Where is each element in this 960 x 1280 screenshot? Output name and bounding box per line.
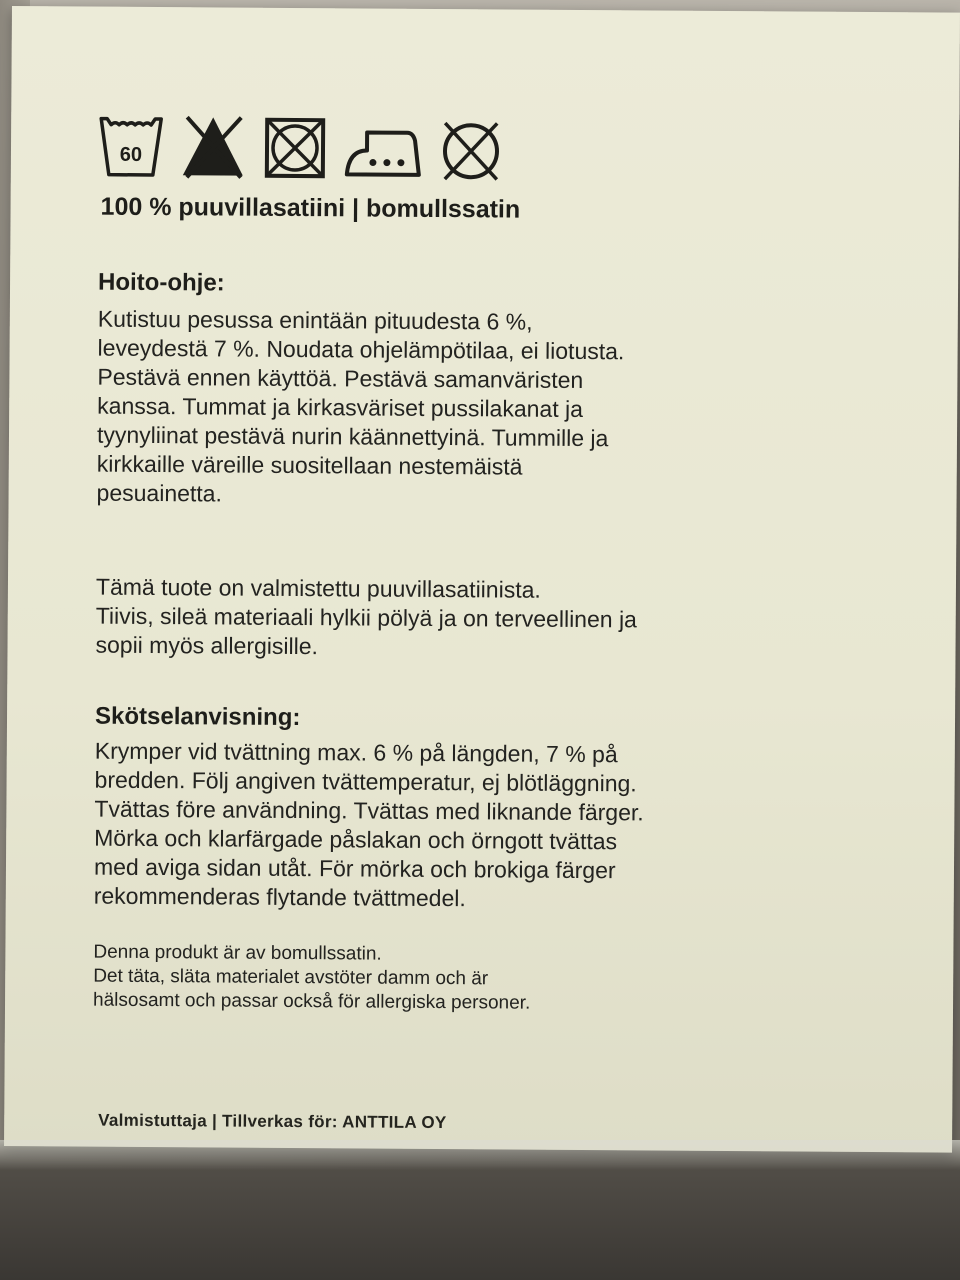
- wash-temperature: 60: [119, 143, 143, 166]
- text-line: med aviga sidan utåt. För mörka och brokiga färger: [93, 853, 616, 884]
- text-line: Tvättas före användning. Tvättas med liknande färger.: [94, 795, 644, 826]
- text-line: bredden. Följ angiven tvättemperatur, ej blötläggning.: [94, 766, 637, 797]
- text-line: Mörka och klarfärgade påslakan och örngott tvättas: [94, 824, 618, 855]
- fabric-composition: 100 % puuvillasatiini | bomullssatin: [100, 192, 521, 224]
- text-line: hälsosamt och passar också för allergiska personer.: [92, 989, 531, 1014]
- text-line: Tämä tuote on valmistettu puuvillasatiinista.: [95, 573, 541, 603]
- text-line: sopii myös allergisille.: [95, 631, 319, 660]
- text-line: Kutistuu pesussa enintään pituudesta 6 %,: [97, 305, 533, 335]
- no-bleach-icon: [179, 109, 248, 189]
- swedish-care-text: [94, 737, 835, 916]
- iron-three-dots-icon: [343, 110, 424, 191]
- text-line: leveydestä 7 %. Noudata ohjelämpötilaa, ei liotusta.: [97, 334, 625, 365]
- text-line: tyynyliinat pestävä nurin käännettyinä. Tummille ja: [96, 421, 609, 452]
- text-line: Pestävä ennen käyttöä. Pestävä samanväristen: [97, 363, 584, 393]
- text-line: Tiivis, sileä materiaali hylkii pölyä ja on terveellinen ja: [95, 602, 637, 633]
- no-dry-clean-icon: [437, 111, 506, 191]
- text-line: pesuainetta.: [96, 479, 223, 507]
- swedish-product-text: [93, 941, 833, 1018]
- care-symbols-row: [97, 103, 518, 198]
- finnish-care-heading: Hoito-ohje:: [97, 268, 225, 297]
- text-line: kanssa. Tummat ja kirkasväriset pussilakanat ja: [97, 392, 584, 422]
- text-line: rekommenderas flytande tvättmedel.: [93, 882, 466, 912]
- finnish-product-text: [95, 573, 836, 665]
- finnish-care-text: [97, 305, 838, 513]
- swedish-care-heading: Skötselanvisning:: [94, 702, 301, 732]
- text-line: kirkkaille väreille suositellaan nestemäistä: [96, 450, 523, 480]
- text-line: Denna produkt är av bomullssatin.: [93, 941, 382, 965]
- plastic-wrap-edge: [0, 1140, 960, 1170]
- no-tumble-dry-icon: [261, 110, 330, 190]
- text-line: Det täta, släta materialet avstöter damm och är: [93, 965, 489, 990]
- wash-60-icon: [97, 109, 166, 189]
- care-label: [4, 6, 960, 1153]
- text-line: Krymper vid tvättning max. 6 % på längden, 7 % på: [94, 737, 618, 768]
- manufacturer-footer: Valmistuttaja | Tillverkas för: ANTTILA OY: [98, 1110, 447, 1133]
